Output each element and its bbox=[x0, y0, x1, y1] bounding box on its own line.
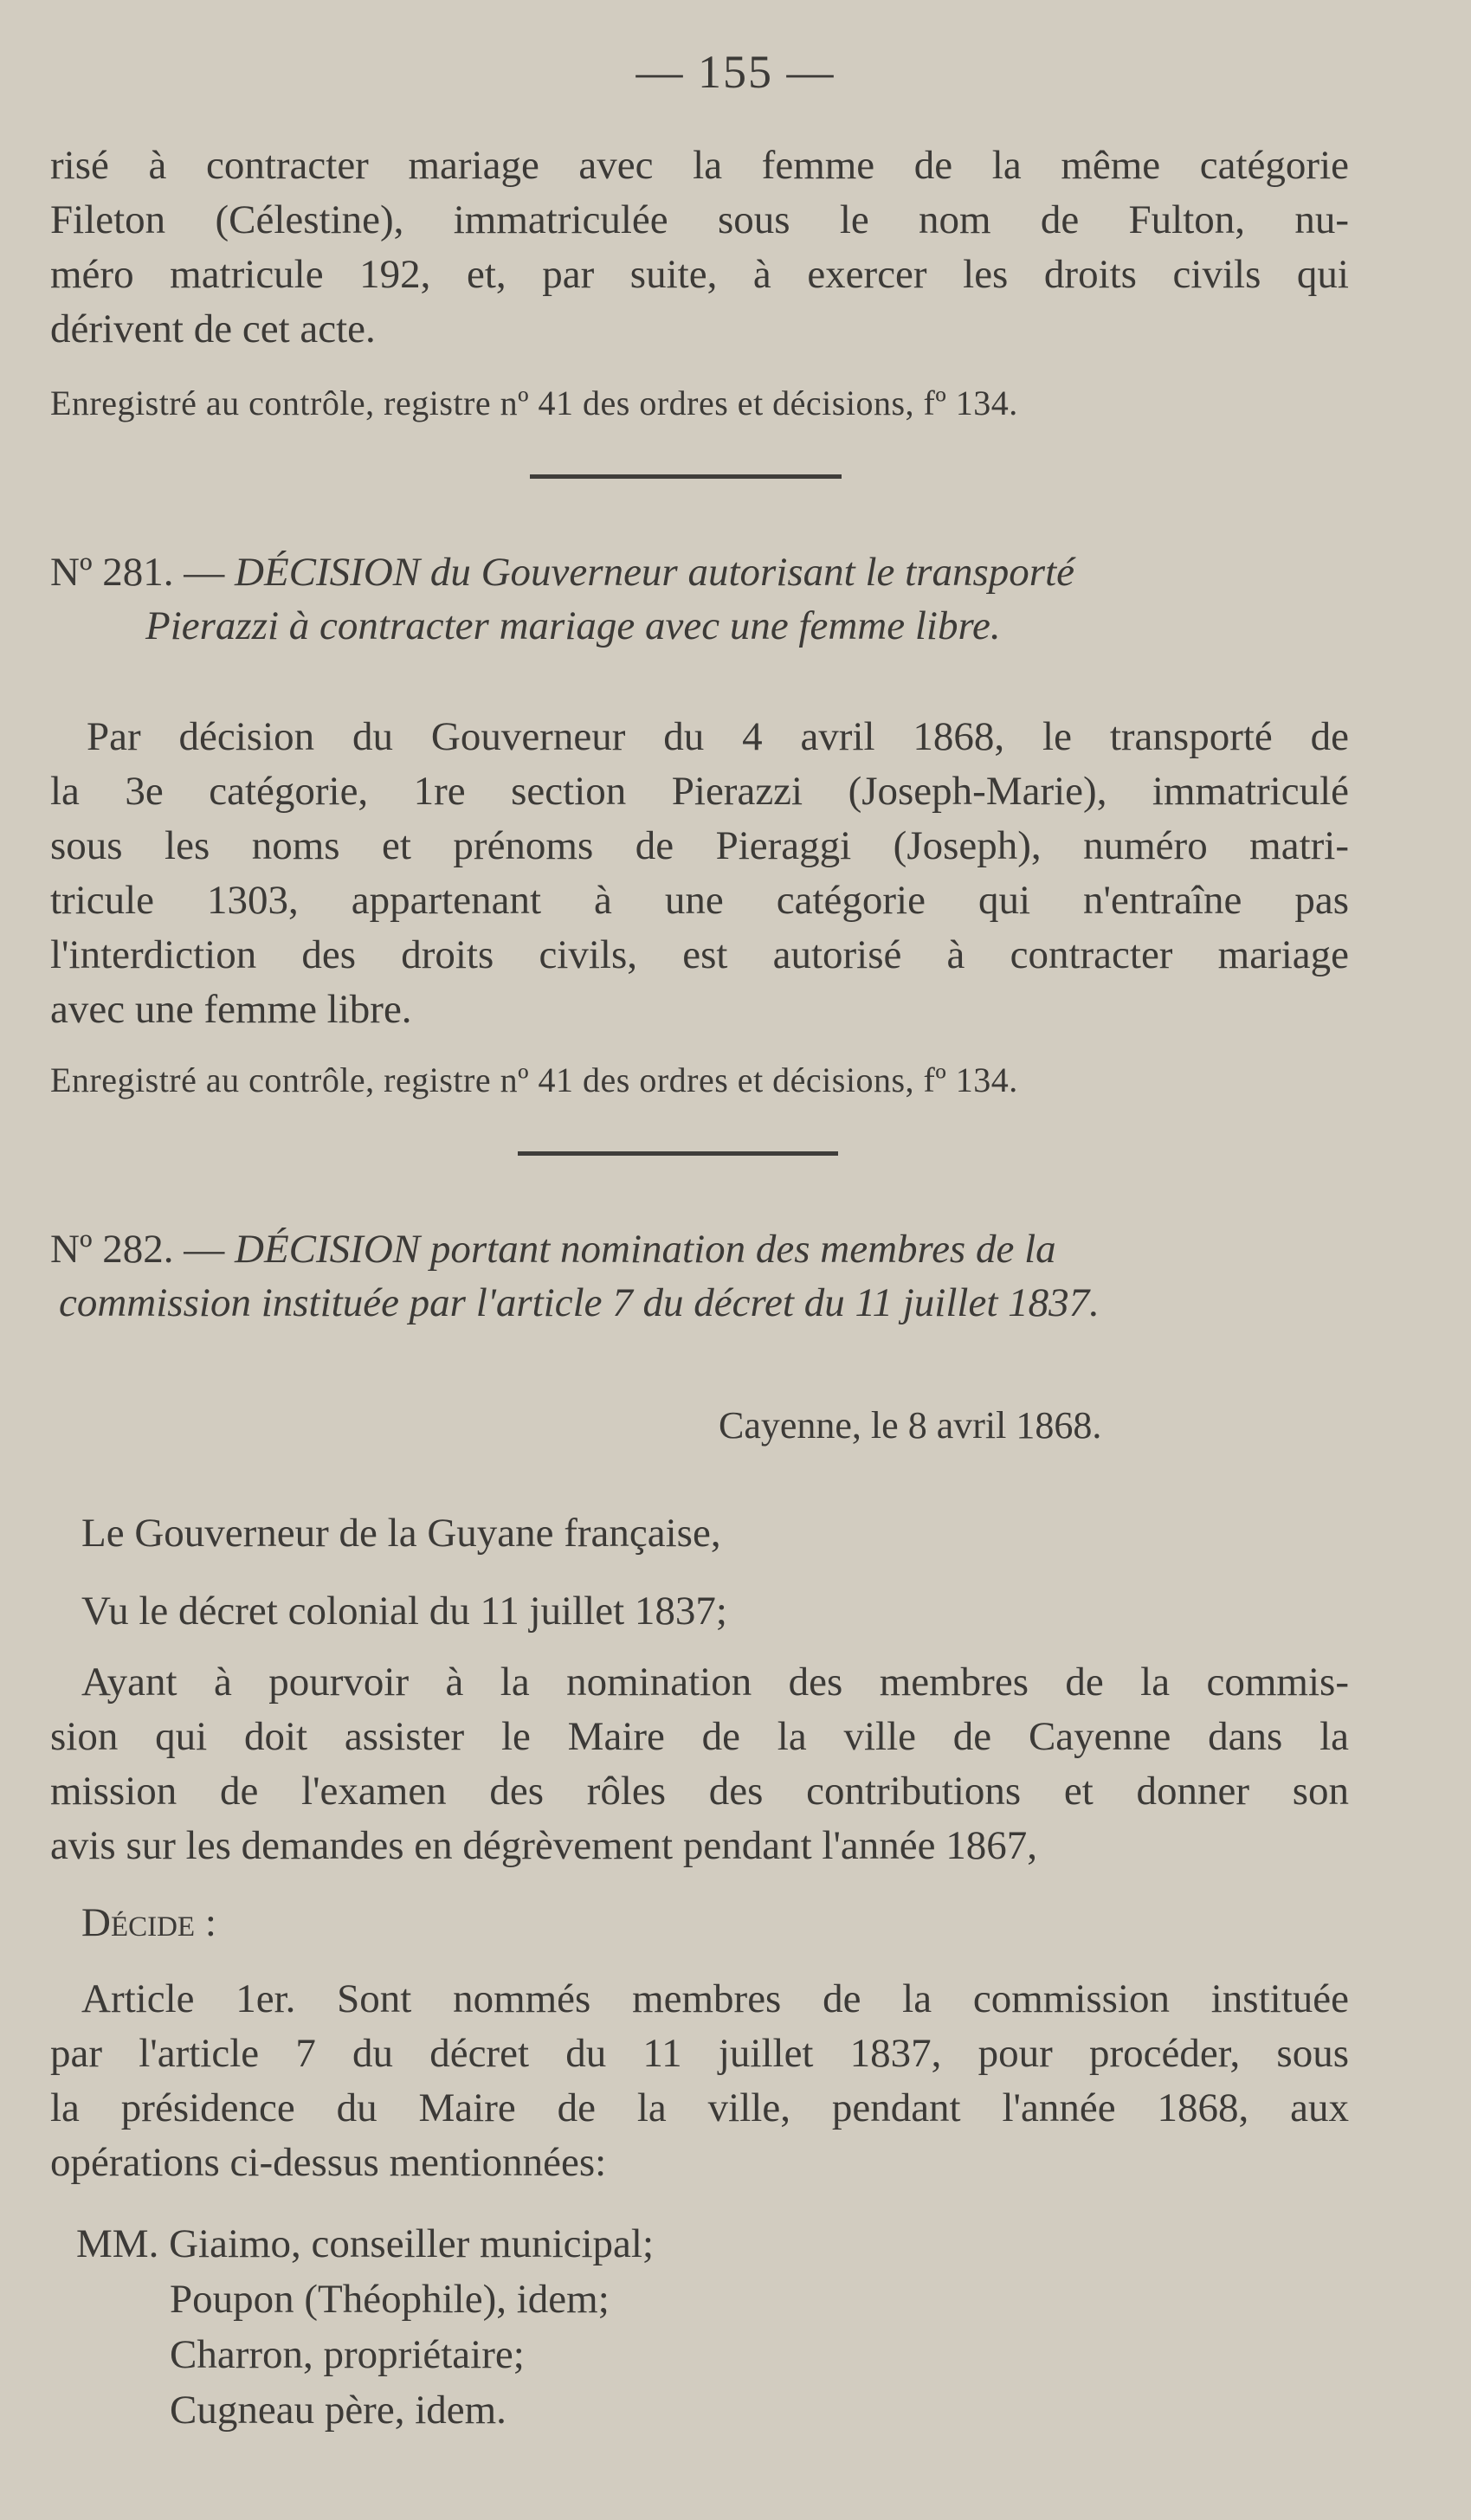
text-line: Ayant à pourvoir à la nomination des membres de la commis- bbox=[81, 1660, 1349, 1705]
text-line: tricule 1303, appartenant à une catégorie qui n'entraîne pas bbox=[50, 878, 1349, 923]
vu-line: Vu le décret colonial du 11 juillet 1837; bbox=[81, 1589, 727, 1634]
text-line: avis sur les demandes en dégrèvement pendant l'année 1867, bbox=[50, 1823, 1038, 1868]
text-line: sion qui doit assister le Maire de la ville de Cayenne dans la bbox=[50, 1714, 1349, 1759]
ayant-paragraph bbox=[50, 1655, 1349, 1873]
decision-number: Nº 281. — bbox=[50, 550, 225, 595]
member-item: Charron, propriétaire; bbox=[170, 2332, 525, 2377]
text-line: Article 1er. Sont nommés membres de la commission instituée bbox=[81, 1976, 1349, 2021]
decide-line: Décide : bbox=[81, 1900, 216, 1945]
text-line: par l'article 7 du décret du 11 juillet 1837, pour procéder, sous bbox=[50, 2031, 1349, 2076]
text-line: opérations ci-dessus mentionnées: bbox=[50, 2140, 607, 2185]
text-line: la 3e catégorie, 1re section Pierazzi (Joseph-Marie), immatriculé bbox=[50, 769, 1349, 814]
governor-line: Le Gouverneur de la Guyane française, bbox=[81, 1511, 721, 1556]
article-paragraph bbox=[50, 1972, 1349, 2190]
decision-282-heading bbox=[50, 1222, 1349, 1330]
top-paragraph bbox=[50, 139, 1349, 357]
text-line: avec une femme libre. bbox=[50, 987, 412, 1032]
text-line: Fileton (Célestine), immatriculée sous le nom de Fulton, nu- bbox=[50, 197, 1349, 242]
page-number: — 155 — bbox=[635, 46, 836, 98]
decision-title-line2: Pierazzi à contracter mariage avec une femme libre. bbox=[145, 603, 1001, 648]
registration-note: Enregistré au contrôle, registre nº 41 des ordres et décisions, fº 134. bbox=[50, 383, 1018, 422]
member-item: MM. Giaimo, conseiller municipal; bbox=[76, 2221, 655, 2266]
member-item: Cugneau père, idem. bbox=[170, 2388, 506, 2433]
place-date: Cayenne, le 8 avril 1868. bbox=[719, 1404, 1102, 1447]
text-line: mission de l'examen des rôles des contributions et donner son bbox=[50, 1769, 1349, 1814]
text-line: la présidence du Maire de la ville, pendant l'année 1868, aux bbox=[50, 2085, 1349, 2130]
decision-title: DÉCISION portant nomination des membres de la bbox=[235, 1227, 1056, 1272]
members-list bbox=[50, 2216, 1349, 2438]
registration-note: Enregistré au contrôle, registre nº 41 des ordres et décisions, fº 134. bbox=[50, 1060, 1018, 1099]
divider bbox=[530, 474, 842, 479]
text-line: sous les noms et prénoms de Pieraggi (Joseph), numéro matri- bbox=[50, 823, 1349, 868]
divider bbox=[518, 1151, 838, 1156]
decision-title-line2: commission instituée par l'article 7 du décret du 11 juillet 1837. bbox=[59, 1280, 1100, 1325]
text-line: dérivent de cet acte. bbox=[50, 306, 376, 351]
text-line: méro matricule 192, et, par suite, à exercer les droits civils qui bbox=[50, 252, 1349, 297]
decision-title: DÉCISION du Gouverneur autorisant le transporté bbox=[235, 550, 1074, 595]
member-item: Poupon (Théophile), idem; bbox=[170, 2277, 610, 2322]
decision-281-body bbox=[50, 710, 1349, 1037]
text-line: risé à contracter mariage avec la femme de la même catégorie bbox=[50, 143, 1349, 188]
text-line: l'interdiction des droits civils, est autorisé à contracter mariage bbox=[50, 932, 1349, 977]
decision-281-heading bbox=[50, 545, 1349, 653]
decision-number: Nº 282. — bbox=[50, 1227, 225, 1272]
text-line: Par décision du Gouverneur du 4 avril 1868, le transporté de bbox=[87, 714, 1349, 759]
